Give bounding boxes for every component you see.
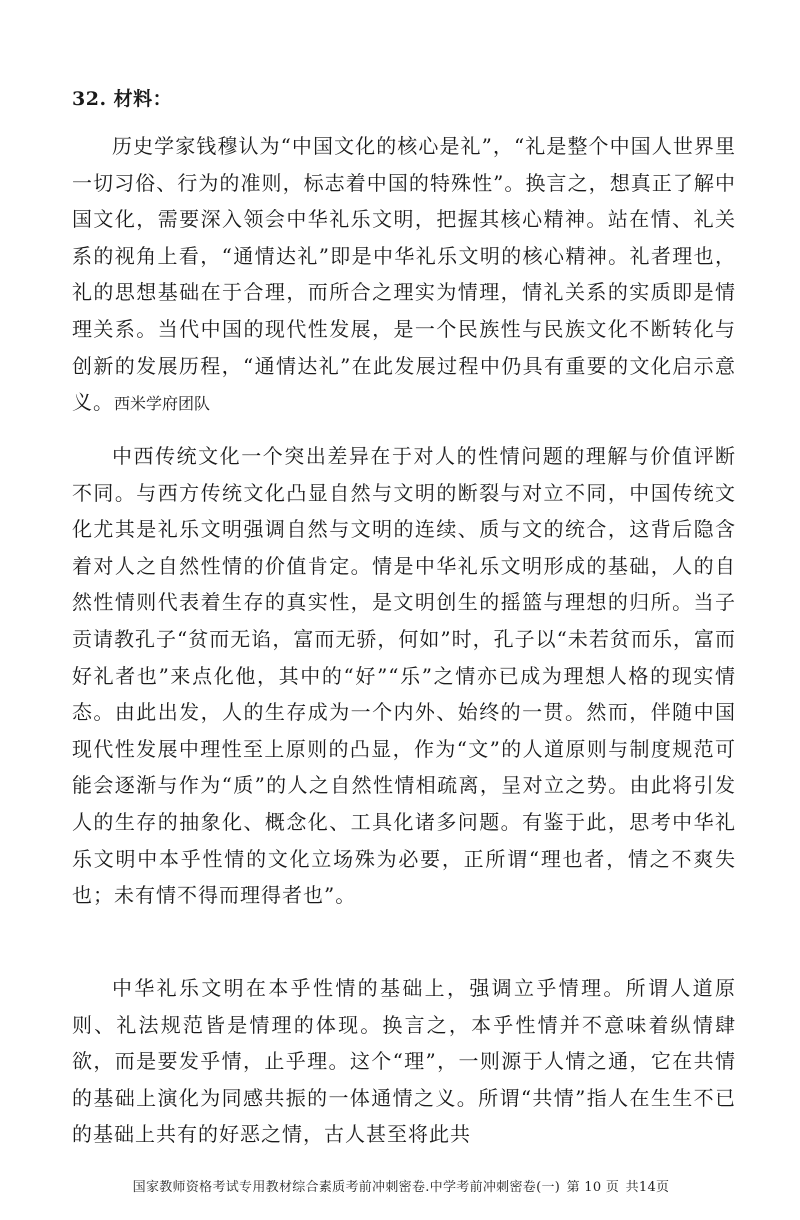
paragraph-1-text: 历史学家钱穆认为“中国文化的核心是礼”，“礼是整个中国人世界里一切习俗、行为的准则，标志着中国的特殊性”。换言之，想真正了解中国文化，需要深入领会中华礼乐文明，把握其核心精神。站在情、礼关系的视角上看，“通情达礼”即是中华礼乐文明的核心精神。礼者理也，礼的思想基础在于合理，而所合之理实为情理，情礼关系的实质即是情理关系。当代中国的现代性发展，是一个民族性与民族文化不断转化与创新的发展历程，“通情达礼”在此发展过程中仍具有重要的文化启示意义。: [72, 134, 736, 415]
question-heading: 32. 材料：: [72, 88, 173, 110]
footer-book-title: 国家教师资格考试专用教材综合素质考前冲刺密卷.中学考前冲刺密卷(一): [132, 1180, 561, 1195]
paragraph-2: 中西传统文化一个突出差异在于对人的性情问题的理解与价值评断不同。与西方传统文化凸显自然与文明的断裂与对立不同，中国传统文化尤其是礼乐文明强调自然与文明的连续、质与文的统合，这背后隐含着对人之自然性情的价值肯定。情是中华礼乐文明形成的基础，人的自然性情则代表着生存的真实性，是文明创生的摇篮与理想的归所。当子贡请教孔子“贫而无谄，富而无骄，何如”时，孔子以“未若贫而乐，富而好礼者也”来点化他，其中的“好”“乐”之情亦已成为理想人格的现实情态。由此出发，人的生存成为一个内外、始终的一贯。然而，伴随中国现代性发展中理性至上原则的凸显，作为“文”的人道原则与制度规范可能会逐渐与作为“质”的人之自然性情相疏离，呈对立之势。由此将引发人的生存的抽象化、概念化、工具化诸多问题。有鉴于此，思考中华礼乐文明中本乎性情的文化立场殊为必要，正所谓“理也者，情之不爽失也；未有情不得而理得者也”。: [72, 444, 736, 908]
watermark-note: 西米学府团队: [114, 396, 211, 414]
footer-total-pages: 共14页: [625, 1180, 670, 1195]
paragraph-1: [72, 128, 736, 424]
paragraph-3: 中华礼乐文明在本乎性情的基础上，强调立乎情理。所谓人道原则、礼法规范皆是情理的体现。换言之，本乎性情并不意味着纵情肆欲，而是要发乎情，止乎理。这个“理”，一则源于人情之通，它在共情的基础上演化为同感共振的一体通情之义。所谓“共情”指人在生生不已的基础上共有的好恶之情，古人甚至将此共: [72, 976, 736, 1147]
page-footer: [60, 1176, 740, 1195]
footer-page-number: 第 10 页: [566, 1180, 620, 1195]
